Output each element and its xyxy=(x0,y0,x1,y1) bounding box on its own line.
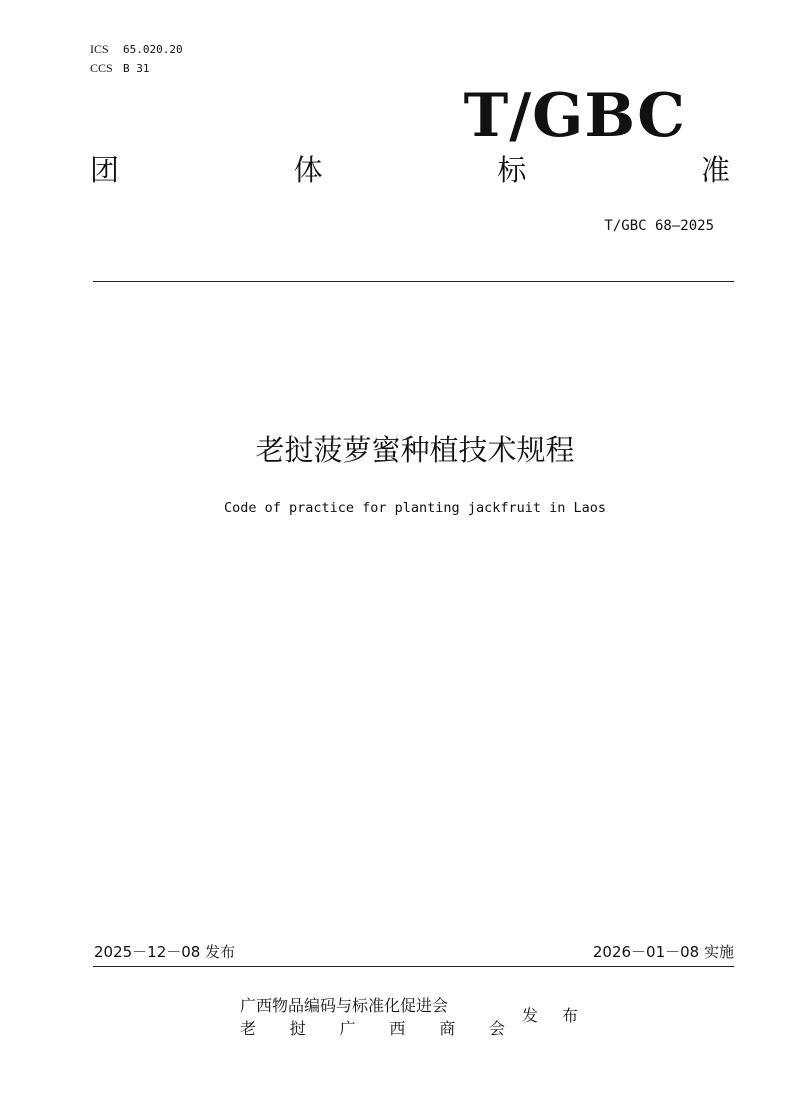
standard-type-char: 体 xyxy=(293,153,323,187)
standard-type-char: 标 xyxy=(497,153,527,187)
implementation-date: 2026－01－08 实施 xyxy=(592,943,734,961)
publish-char: 布 xyxy=(561,1006,578,1025)
classification-codes xyxy=(90,40,183,78)
issuer-char: 广 xyxy=(339,1019,356,1038)
standard-logo-text: T/GBC xyxy=(463,81,686,151)
standard-number: T/GBC 68—2025 xyxy=(604,218,714,234)
document-title-english: Code of practice for planting jackfruit in Laos xyxy=(223,500,606,516)
standard-type-char: 准 xyxy=(700,153,730,187)
ccs-label: CCS xyxy=(90,61,113,75)
issuer-name-text: 广西物品编码与标准化促进会 xyxy=(240,996,449,1015)
issuer-char: 老 xyxy=(240,1019,257,1038)
ccs-row xyxy=(90,59,183,78)
bottom-divider xyxy=(93,966,734,967)
document-title: 老挝菠萝蜜种植技术规程 xyxy=(255,433,575,467)
issuer-char: 商 xyxy=(439,1019,456,1038)
issuer-char: 挝 xyxy=(289,1019,306,1038)
issuer-name xyxy=(240,994,505,1017)
issuer-char: 西 xyxy=(389,1019,406,1038)
ics-label: ICS xyxy=(90,42,109,56)
publish-date: 2025－12－08 发布 xyxy=(94,943,236,961)
standard-type xyxy=(90,150,730,190)
issuing-organizations xyxy=(240,994,505,1040)
ccs-value: B 31 xyxy=(123,62,150,75)
ics-row xyxy=(90,40,183,59)
top-divider xyxy=(93,281,734,282)
standard-type-char: 团 xyxy=(90,153,120,187)
issuer-char: 会 xyxy=(488,1019,505,1038)
ics-value: 65.020.20 xyxy=(123,43,183,56)
publish-label xyxy=(522,1005,578,1027)
issuer-name xyxy=(240,1017,505,1040)
publish-char: 发 xyxy=(522,1006,539,1025)
